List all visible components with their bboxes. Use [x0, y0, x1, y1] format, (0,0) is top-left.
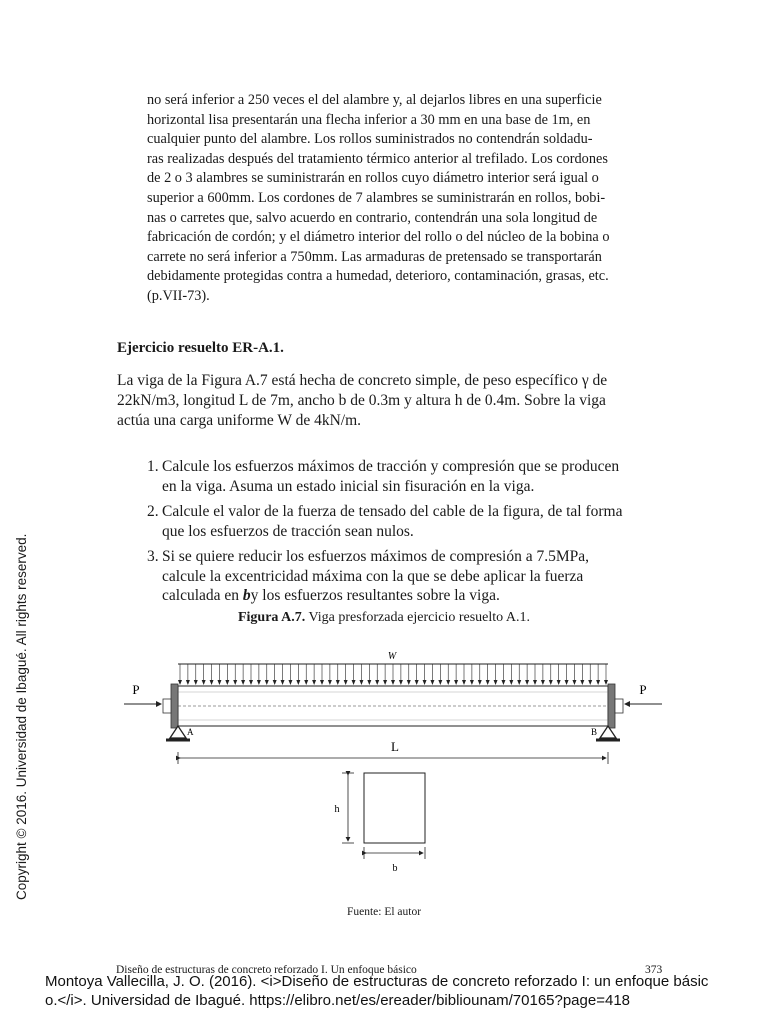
- load-arrow-head: [541, 680, 545, 685]
- figure-source: Fuente: El autor: [346, 906, 422, 918]
- load-arrow-head: [328, 680, 332, 685]
- load-arrow-head: [486, 680, 490, 685]
- force-label-left: P: [132, 682, 140, 697]
- load-arrow-head: [288, 680, 292, 685]
- load-arrow-head: [596, 680, 600, 685]
- load-arrow-head: [580, 680, 584, 685]
- height-label: h: [334, 804, 340, 815]
- copyright-text: Copyright © 2016. Universidad de Ibagué. All rights reserved.: [14, 533, 29, 900]
- force-label-right: P: [639, 682, 647, 697]
- load-arrow-head: [604, 680, 608, 685]
- anchor-block-right: [615, 699, 623, 713]
- load-arrow-head: [367, 680, 371, 685]
- question-line: Calcule el valor de la fuerza de tensado del cable de la figura, de tal forma: [162, 503, 623, 520]
- figure-caption-label: Figura A.7.: [237, 610, 306, 625]
- question-line: [162, 586, 668, 606]
- load-arrow-head: [533, 680, 537, 685]
- support-label-a: A: [187, 727, 194, 737]
- question-fragment: y los esfuerzos resultantes sobre la viga.: [250, 587, 500, 604]
- question-line: Si se quiere reducir los esfuerzos máximos de compresión a 7.5MPa,: [162, 548, 590, 565]
- load-arrow-head: [352, 680, 356, 685]
- load-arrow-head: [557, 680, 561, 685]
- load-arrow-head: [501, 680, 505, 685]
- paragraph-line: cualquier punto del alambre. Los rollos suministrados no contendrán soldadu-: [147, 131, 593, 148]
- question-number: 1.: [147, 458, 159, 475]
- paragraph-line: nas o carretes que, salvo acuerdo en contrario, contendrán una sola longitud de: [147, 209, 598, 226]
- figure-caption-text: Viga presforzada ejercicio resuelto A.1.: [305, 610, 531, 625]
- question-line: en la viga. Asuma un estado inicial sin fisuración en la viga.: [162, 477, 535, 495]
- question-item: [147, 502, 668, 541]
- question-line: que los esfuerzos de tracción sean nulos.: [162, 522, 414, 540]
- footer-book-title: Diseño de estructuras de concreto reforzado I. Un enfoque básico: [116, 964, 417, 976]
- question-line: Calcule los esfuerzos máximos de tracción y compresión que se producen: [162, 458, 620, 475]
- load-arrow-head: [202, 680, 206, 685]
- statement-line: 22kN/m3, longitud L de 7m, ancho b de 0.3m y altura h de 0.4m. Sobre la viga: [117, 392, 606, 409]
- load-arrow-head: [265, 680, 269, 685]
- question-number: 3.: [147, 548, 159, 565]
- load-arrow-head: [249, 680, 253, 685]
- figure-caption: [0, 610, 768, 626]
- paragraph-line: ras realizadas después del tratamiento térmico anterior al trefilado. Los cordones: [147, 150, 608, 167]
- citation: [45, 972, 745, 1010]
- load-arrow-head: [217, 680, 221, 685]
- distributed-load: [178, 664, 608, 685]
- question-item: [147, 547, 668, 606]
- question-fragment: calculada en: [162, 587, 243, 604]
- length-label: L: [391, 739, 399, 754]
- load-arrow-head: [415, 680, 419, 685]
- exercise-statement: [117, 371, 668, 431]
- load-arrow-head: [565, 680, 569, 685]
- statement-line: actúa una carga uniforme W de 4kN/m.: [117, 412, 362, 429]
- load-arrow-head: [233, 680, 237, 685]
- paragraph-line: horizontal lisa presentarán una flecha inferior a 30 mm en una base de 1m, en: [147, 111, 591, 128]
- load-arrow-head: [525, 680, 529, 685]
- load-arrow-head: [210, 680, 214, 685]
- load-label: W: [387, 651, 397, 662]
- question-emphasis: b: [242, 587, 251, 604]
- load-arrow-head: [588, 680, 592, 685]
- load-arrow-head: [407, 680, 411, 685]
- question-item: [147, 457, 668, 496]
- question-number: 2.: [147, 503, 159, 520]
- cross-section: [364, 773, 425, 843]
- load-arrow-head: [509, 680, 513, 685]
- load-arrow-head: [359, 680, 363, 685]
- load-arrow-head: [281, 680, 285, 685]
- load-arrow-head: [494, 680, 498, 685]
- load-arrow-head: [383, 680, 387, 685]
- load-arrow-head: [375, 680, 379, 685]
- load-arrow-head: [296, 680, 300, 685]
- load-arrow-head: [391, 680, 395, 685]
- load-arrow-head: [430, 680, 434, 685]
- anchor-block-left: [163, 699, 171, 713]
- paragraph-line: (p.VII-73).: [147, 287, 210, 304]
- load-arrow-head: [517, 680, 521, 685]
- load-arrow-head: [257, 680, 261, 685]
- load-arrow-head: [186, 680, 190, 685]
- load-arrow-head: [446, 680, 450, 685]
- question-line: calcule la excentricidad máxima con la que se debe aplicar la fuerza: [162, 567, 584, 585]
- load-arrow-head: [304, 680, 308, 685]
- load-arrow-head: [241, 680, 245, 685]
- load-arrow-head: [344, 680, 348, 685]
- load-arrow-head: [336, 680, 340, 685]
- load-arrow-head: [320, 680, 324, 685]
- paragraph-line: superior a 600mm. Los cordones de 7 alambres se suministrarán en rollos, bobi-: [147, 189, 606, 206]
- statement-line: La viga de la Figura A.7 está hecha de concreto simple, de peso específico γ de: [117, 372, 608, 389]
- load-arrow-head: [399, 680, 403, 685]
- load-arrow-head: [438, 680, 442, 685]
- load-arrow-head: [572, 680, 576, 685]
- exercise-questions: [147, 457, 668, 612]
- citation-line: o.</i>. Universidad de Ibagué. https://elibro.net/es/ereader/bibliounam/70165?page=418: [45, 992, 630, 1009]
- paragraph-line: fabricación de cordón; y el diámetro interior del rollo o del núcleo de la bobina o: [147, 229, 610, 246]
- paragraph-line: de 2 o 3 alambres se suministrarán en rollos cuyo diámetro interior será igual o: [147, 170, 599, 187]
- load-arrow-head: [194, 680, 198, 685]
- citation-line: Montoya Vallecilla, J. O. (2016). <i>Diseño de estructuras de concreto reforzado I: un enfoque básic: [45, 973, 709, 990]
- paragraph-line: carrete no será inferior a 750mm. Las armaduras de pretensado se transportarán: [147, 248, 602, 265]
- load-arrow-head: [470, 680, 474, 685]
- exercise-heading: Ejercicio resuelto ER-A.1.: [117, 340, 284, 356]
- anchor-plate-left: [171, 684, 178, 728]
- intro-paragraph: [147, 91, 668, 307]
- anchor-plate-right: [608, 684, 615, 728]
- support-label-b: B: [591, 727, 598, 737]
- paragraph-line: no será inferior a 250 veces el del alambre y, al dejarlos libres en una superficie: [147, 92, 602, 108]
- load-arrow-head: [225, 680, 229, 685]
- load-arrow-head: [178, 680, 182, 685]
- load-arrow-head: [312, 680, 316, 685]
- load-arrow-head: [549, 680, 553, 685]
- load-arrow-head: [454, 680, 458, 685]
- load-arrow-head: [423, 680, 427, 685]
- paragraph-line: debidamente protegidas contra a humedad, deterioro, contaminación, grasas, etc.: [147, 268, 609, 285]
- load-arrow-head: [273, 680, 277, 685]
- load-arrow-head: [462, 680, 466, 685]
- width-label: b: [392, 863, 398, 874]
- page-number: 373: [645, 964, 663, 976]
- load-arrow-head: [478, 680, 482, 685]
- beam-diagram: [0, 640, 768, 900]
